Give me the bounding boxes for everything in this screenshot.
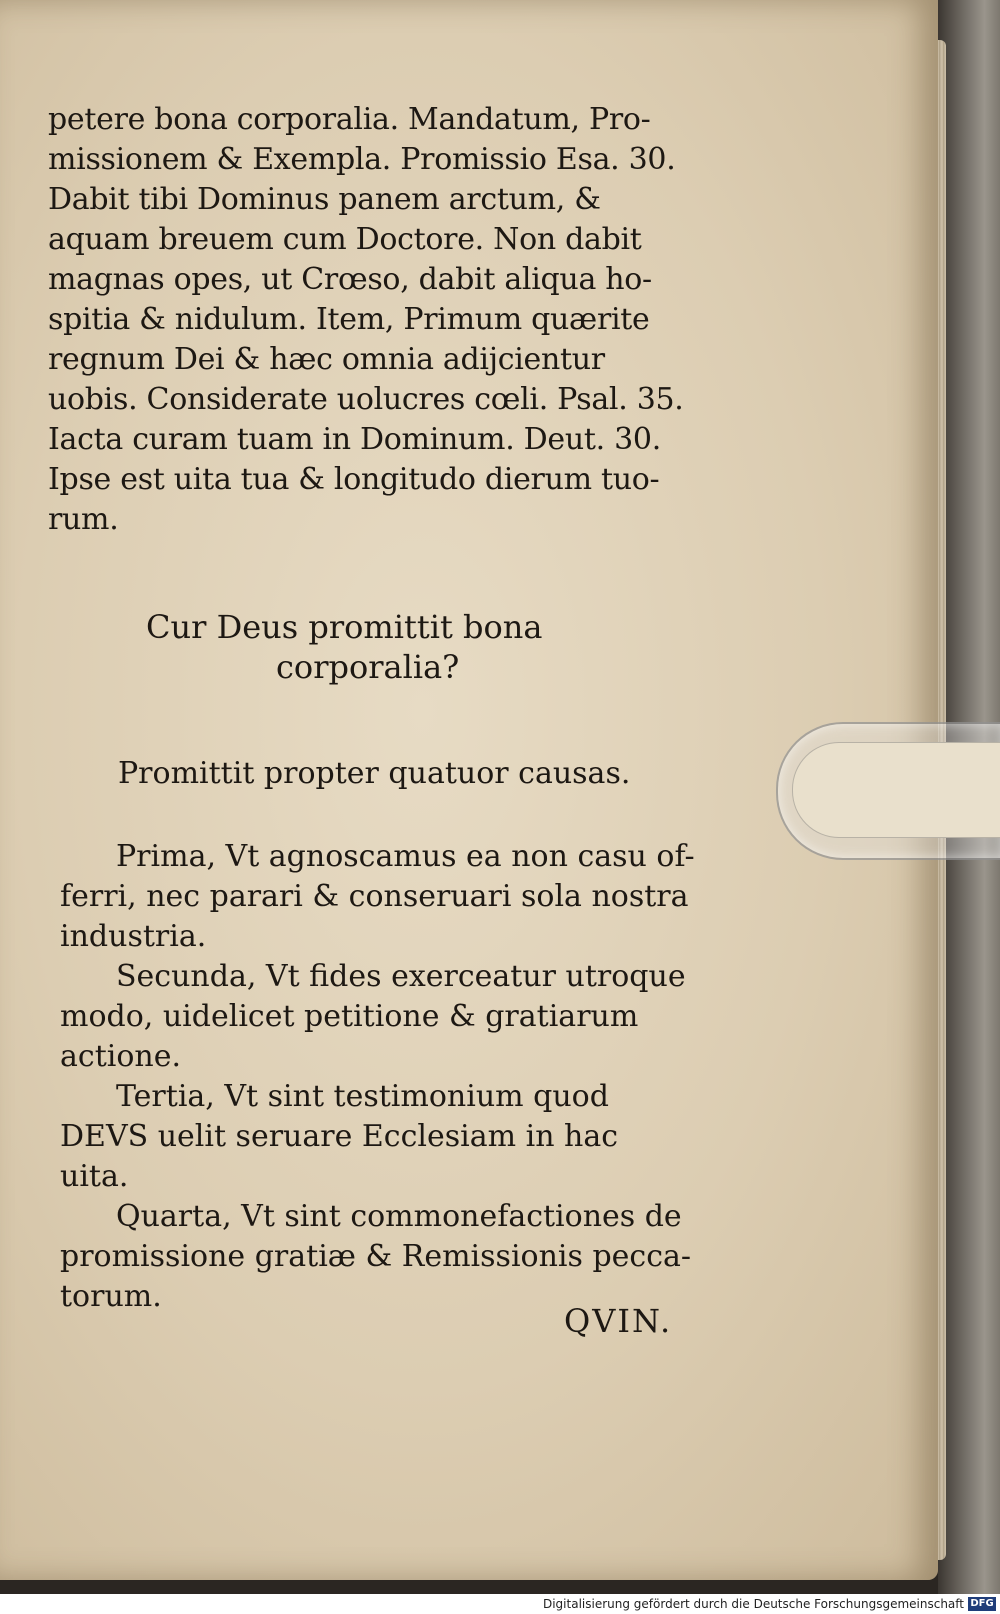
text-line: magnas opes, ut Crœso, dabit aliqua ho-: [48, 262, 652, 297]
section-heading: Cur Deus promittit bona: [146, 608, 543, 646]
subheading: Promittit propter quatuor causas.: [118, 756, 631, 791]
text-line: Iacta curam tuam in Dominum. Deut. 30.: [48, 422, 661, 457]
text-line: uobis. Considerate uolucres cœli. Psal. 35.: [48, 382, 684, 417]
cause-line: Prima, Vt agnoscamus ea non casu of-: [116, 839, 695, 874]
text-line: missionem & Exempla. Promissio Esa. 30.: [48, 142, 676, 177]
text-line: regnum Dei & hæc omnia adijcientur: [48, 342, 605, 377]
cause-line: uita.: [60, 1159, 129, 1194]
footer-credit: Digitalisierung gefördert durch die Deutsche Forschungsgemeinschaft: [542, 1597, 964, 1611]
cause-line: modo, uidelicet petitione & gratiarum: [60, 999, 639, 1034]
cause-line: actione.: [60, 1039, 182, 1074]
cause-line: Secunda, Vt fides exerceatur utroque: [116, 959, 686, 994]
cause-line: Quarta, Vt sint commonefactiones de: [116, 1199, 682, 1234]
text-line: spitia & nidulum. Item, Primum quærite: [48, 302, 650, 337]
text-line: Dabit tibi Dominus panem arctum, &: [48, 182, 601, 217]
page-clip-inner: [792, 742, 1000, 838]
cause-line: DEVS uelit seruare Ecclesiam in hac: [60, 1119, 619, 1154]
text-line: petere bona corporalia. Mandatum, Pro-: [48, 102, 651, 137]
section-heading-continued: corporalia?: [276, 648, 460, 686]
catchword: QVIN.: [564, 1302, 673, 1340]
cause-line: ferri, nec parari & conseruari sola nostra: [60, 879, 689, 914]
cause-line: industria.: [60, 919, 207, 954]
main-paragraph: [48, 100, 698, 540]
cause-line: torum.: [60, 1279, 162, 1314]
footer-bar: [0, 1594, 1000, 1614]
text-line: rum.: [48, 502, 119, 537]
dfg-logo-icon: DFG: [968, 1597, 996, 1611]
text-line: aquam breuem cum Doctore. Non dabit: [48, 222, 642, 257]
cause-line: promissione gratiæ & Remissionis pecca-: [60, 1239, 692, 1274]
causes-list: [60, 836, 710, 1316]
text-line: Ipse est uita tua & longitudo dierum tuo-: [48, 462, 660, 497]
cause-line: Tertia, Vt sint testimonium quod: [116, 1079, 609, 1114]
